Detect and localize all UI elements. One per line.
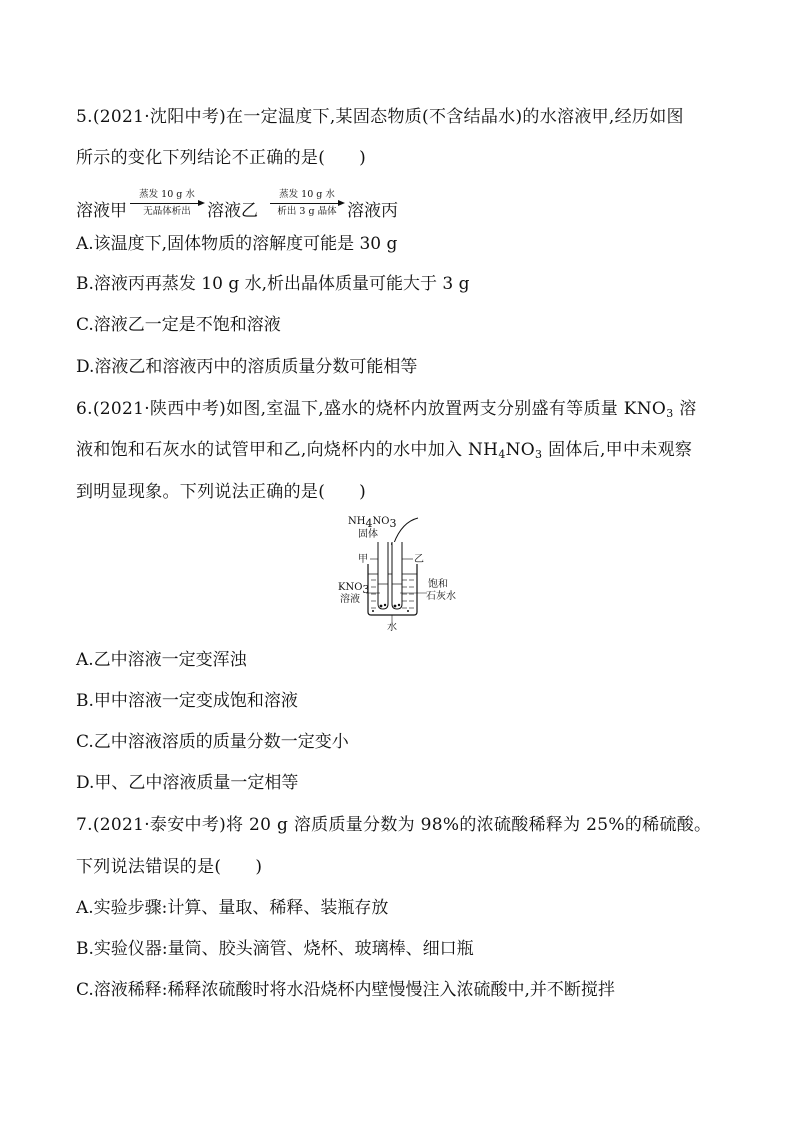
subscript: 4 xyxy=(498,448,506,461)
q6-stem-text-6: 到明显现象。下列说法正确的是( xyxy=(76,482,326,502)
q7-stem-line1: 7.(2021·泰安中考)将 20 g 溶质质量分数为 98%的浓硫酸稀释为 25%的稀硫酸。 xyxy=(76,815,712,835)
q7-option-b: B.实验仪器:量筒、胶头滴管、烧杯、玻璃棒、细口瓶 xyxy=(76,939,474,959)
label-water: 水 xyxy=(387,622,397,633)
q6-stem-text-2: 溶 xyxy=(673,399,697,419)
q6-stem-text-3: 液和饱和石灰水的试管甲和乙,向烧杯内的水中加入 NH xyxy=(76,440,499,460)
q6-option-a: A.乙中溶液一定变浑浊 xyxy=(76,650,247,670)
subscript: 3 xyxy=(666,407,674,420)
arrow2-line xyxy=(270,203,340,204)
q6-beaker-figure xyxy=(330,512,470,637)
q6-option-b: B.甲中溶液一定变成饱和溶液 xyxy=(76,691,298,711)
chain-arrow-1 xyxy=(128,190,206,220)
subscript: 3 xyxy=(362,583,370,596)
label-jia: 甲 xyxy=(358,554,368,565)
q6-option-d: D.甲、乙中溶液质量一定相等 xyxy=(76,773,299,793)
q5-option-d: D.溶液乙和溶液丙中的溶质质量分数可能相等 xyxy=(76,357,418,377)
label-limewater: 石灰水 xyxy=(426,591,456,602)
subscript: 3 xyxy=(535,448,543,461)
label-kno3 xyxy=(338,582,370,596)
label-saturated: 饱和 xyxy=(428,579,448,590)
label-nh4no3-text1: NH xyxy=(348,516,366,527)
q6-stem-line1 xyxy=(76,397,736,421)
chain-arrow-2 xyxy=(268,190,346,220)
chain-node-solution-bing: 溶液丙 xyxy=(347,201,398,221)
test-tube-yi xyxy=(392,542,402,609)
q6-paren-close: ) xyxy=(359,482,367,502)
q7-paren-close: ) xyxy=(255,857,263,877)
test-tube-jia xyxy=(378,542,388,609)
q5-option-c: C.溶液乙一定是不饱和溶液 xyxy=(76,315,281,335)
q7-option-a: A.实验步骤:计算、量取、稀释、装瓶存放 xyxy=(76,898,389,918)
q6-stem-line3 xyxy=(76,480,736,504)
label-nh4no3-text2: NO xyxy=(372,516,390,527)
q7-option-c: C.溶液稀释:稀释浓硫酸时将水沿烧杯内壁慢慢注入浓硫酸中,并不断搅拌 xyxy=(76,980,615,1000)
subscript: 4 xyxy=(365,517,373,530)
label-nh4no3 xyxy=(348,516,397,530)
label-solution: 溶液 xyxy=(340,594,360,605)
q5-stem-text: 所示的变化下列结论不正确的是( xyxy=(76,148,326,168)
arrow1-condition: 蒸发 10 g 水 xyxy=(139,189,195,200)
arrow1-result: 无晶体析出 xyxy=(143,206,191,217)
beaker-diagram xyxy=(330,512,470,637)
q7-stem-line2 xyxy=(76,855,736,879)
q5-paren-close: ) xyxy=(359,148,367,168)
arrow2-result: 析出 3 g 晶体 xyxy=(277,206,337,217)
subscript: 3 xyxy=(389,517,397,530)
q6-stem-text-4: NO xyxy=(505,440,536,460)
q5-option-a: A.该温度下,固体物质的溶解度可能是 30 g xyxy=(76,234,398,254)
q6-option-c: C.乙中溶液溶质的质量分数一定变小 xyxy=(76,732,349,752)
arrow1-line xyxy=(130,203,200,204)
label-kno3-text: KNO xyxy=(338,582,363,593)
chain-node-solution-yi: 溶液乙 xyxy=(207,201,258,221)
q5-stem-line2 xyxy=(76,146,736,170)
q5-stem-line1: 5.(2021·沈阳中考)在一定温度下,某固态物质(不含结晶水)的水溶液甲,经历如图 xyxy=(76,107,684,127)
q6-stem-text-1: 6.(2021·陕西中考)如图,室温下,盛水的烧杯内放置两支分别盛有等质量 KNO xyxy=(76,399,667,419)
spoon-icon xyxy=(394,518,418,543)
label-yi: 乙 xyxy=(414,554,424,565)
q5-option-b: B.溶液丙再蒸发 10 g 水,析出晶体质量可能大于 3 g xyxy=(76,274,470,294)
arrow2-condition: 蒸发 10 g 水 xyxy=(279,189,335,200)
q6-stem-line2 xyxy=(76,438,736,462)
q7-stem-text: 下列说法错误的是( xyxy=(76,857,222,877)
label-solid: 固体 xyxy=(358,529,378,540)
q6-stem-text-5: 固体后,甲中未观察 xyxy=(542,440,693,460)
chain-node-solution-jia: 溶液甲 xyxy=(76,201,127,221)
